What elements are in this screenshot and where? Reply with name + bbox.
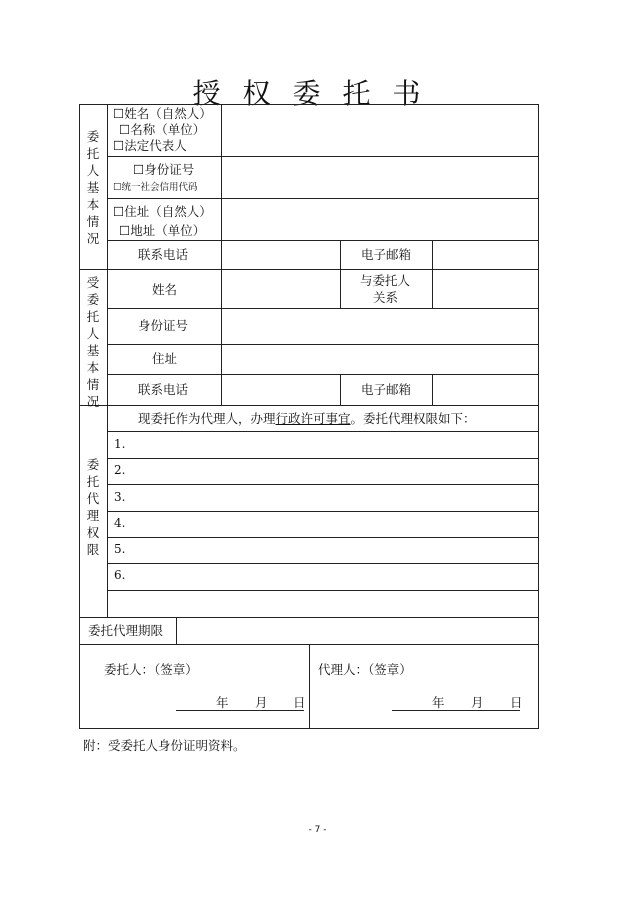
authority-intro-text: 现委托 bbox=[138, 411, 176, 426]
principal-date-underline bbox=[176, 710, 304, 711]
authority-item-field[interactable] bbox=[130, 459, 537, 483]
principal-name-option[interactable]: ☐名称（单位） bbox=[119, 122, 206, 137]
principal-name-option[interactable]: ☐姓名（自然人） bbox=[113, 106, 212, 121]
agent-date-month: 月 bbox=[471, 695, 484, 710]
section-divider bbox=[79, 405, 539, 406]
agent-email-label: 电子邮箱 bbox=[361, 382, 412, 397]
authority-item-number: 1. bbox=[114, 437, 126, 451]
email-label-left-divider bbox=[340, 374, 341, 405]
agent-name-field[interactable] bbox=[222, 270, 339, 307]
table-bottom-border bbox=[79, 728, 539, 729]
agent-date-underline bbox=[392, 710, 520, 711]
agent-address-field[interactable] bbox=[222, 345, 538, 373]
email-label-left-divider bbox=[340, 240, 341, 308]
principal-id-option[interactable]: ☐身份证号 bbox=[133, 162, 195, 177]
authority-item-field[interactable] bbox=[130, 538, 537, 562]
agent-phone-label: 联系电话 bbox=[138, 382, 189, 397]
principal-address-field[interactable] bbox=[222, 199, 538, 239]
agent-address-label: 住址 bbox=[152, 351, 178, 366]
authority-intro-text: 作为代理人，办理 bbox=[175, 411, 276, 426]
authority-item-number: 6. bbox=[114, 568, 126, 582]
principal-address-option[interactable]: ☐住址（自然人） bbox=[113, 204, 212, 219]
principal-email-field[interactable] bbox=[433, 241, 537, 268]
label-column-divider bbox=[107, 104, 108, 617]
authority-item-field[interactable] bbox=[130, 564, 537, 589]
authority-item-field[interactable] bbox=[130, 485, 537, 510]
principal-address-option[interactable]: ☐地址（单位） bbox=[119, 223, 206, 238]
principal-name-option[interactable]: ☐法定代表人 bbox=[113, 138, 187, 153]
authority-item-number: 4. bbox=[114, 516, 126, 530]
agent-relation-field[interactable] bbox=[433, 270, 537, 307]
principal-email-label: 电子邮箱 bbox=[361, 247, 412, 262]
page-number: - 7 - bbox=[308, 825, 327, 835]
agent-section-label: 受委托人基本情况 bbox=[86, 275, 100, 409]
authority-item-number: 3. bbox=[114, 490, 126, 504]
document-title: 授权委托书 bbox=[192, 77, 443, 110]
agent-date-day: 日 bbox=[510, 695, 523, 710]
agent-relation-label: 关系 bbox=[373, 290, 399, 305]
agent-id-field[interactable] bbox=[222, 309, 538, 343]
row-divider bbox=[107, 590, 539, 591]
agent-email-field[interactable] bbox=[433, 375, 537, 404]
table-left-border bbox=[79, 104, 80, 728]
principal-signature-area[interactable] bbox=[80, 680, 308, 698]
authority-intro bbox=[138, 411, 476, 427]
principal-signature-label: 委托人：（签章） bbox=[104, 662, 198, 677]
principal-id-field[interactable] bbox=[222, 157, 538, 197]
agent-relation-label: 与委托人 bbox=[360, 273, 411, 288]
principal-phone-label: 联系电话 bbox=[138, 247, 189, 262]
authority-matter: 行政许可事宜 bbox=[275, 411, 351, 426]
term-field[interactable] bbox=[177, 618, 537, 643]
principal-id-option[interactable]: ☐统一社会信用代码 bbox=[113, 182, 198, 193]
authority-section-label: 委托代理权限 bbox=[86, 457, 100, 557]
authority-item-field[interactable] bbox=[130, 432, 537, 457]
authority-item-field[interactable] bbox=[130, 512, 537, 536]
principal-name-field[interactable] bbox=[222, 105, 538, 155]
authority-item-number: 2. bbox=[114, 463, 126, 477]
authority-intro-text: 。委托代理权限如下： bbox=[350, 411, 476, 426]
principal-date-year: 年 bbox=[216, 695, 229, 710]
principal-section-label: 委托人基本情况 bbox=[86, 129, 100, 246]
attachment-note: 附：受委托人身份证明资料。 bbox=[83, 738, 246, 753]
agent-date-year: 年 bbox=[432, 695, 445, 710]
signature-divider bbox=[309, 644, 310, 728]
agent-phone-field[interactable] bbox=[222, 375, 339, 404]
authority-item-number: 5. bbox=[114, 542, 126, 556]
agent-id-label: 身份证号 bbox=[138, 318, 189, 333]
agent-name-label: 姓名 bbox=[152, 282, 178, 297]
agent-signature-label: 代理人：（签章） bbox=[318, 662, 412, 677]
principal-date-day: 日 bbox=[293, 695, 306, 710]
table-right-border bbox=[538, 104, 539, 728]
principal-phone-field[interactable] bbox=[222, 241, 339, 268]
term-label: 委托代理期限 bbox=[88, 623, 164, 638]
principal-date-month: 月 bbox=[255, 695, 268, 710]
agent-signature-area[interactable] bbox=[311, 680, 537, 698]
